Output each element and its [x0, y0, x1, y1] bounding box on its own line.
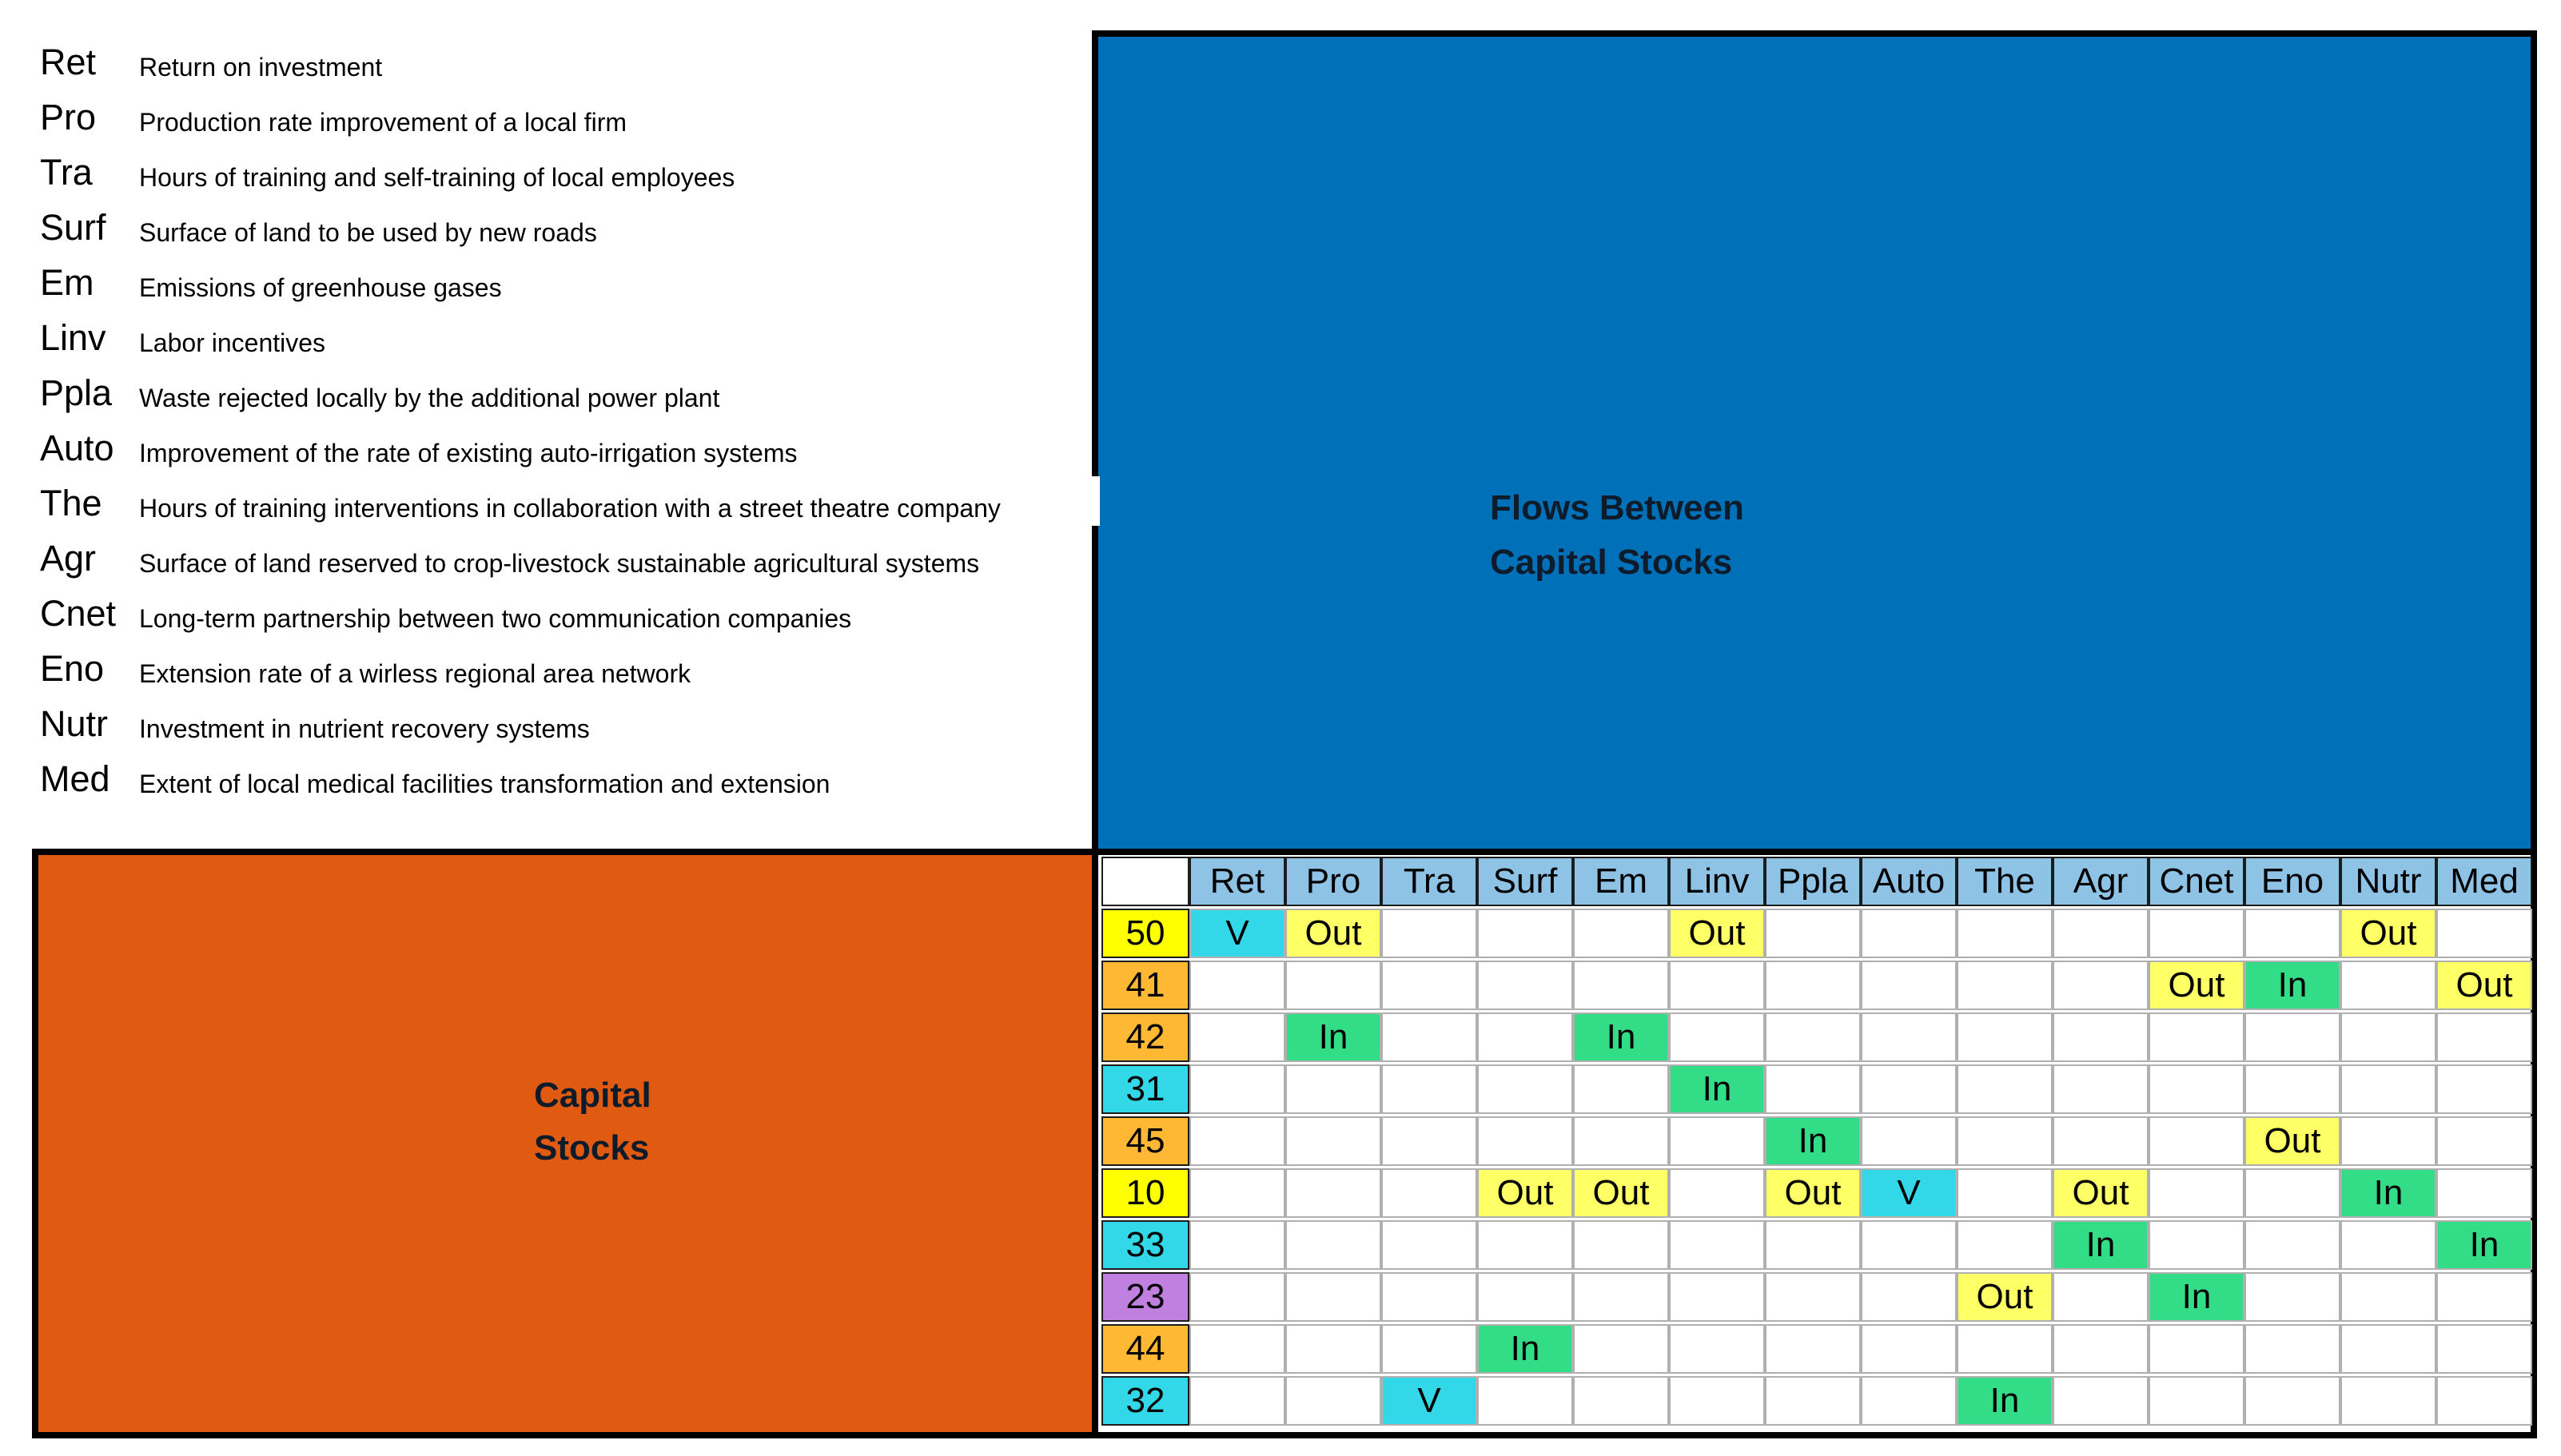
legend-desc: Return on investment	[139, 53, 383, 82]
legend-desc: Improvement of the rate of existing auto-irrigation systems	[139, 439, 798, 467]
matrix-cell	[1189, 1168, 1285, 1218]
matrix-cell	[2436, 1012, 2532, 1062]
legend-desc: Hours of training and self-training of local employees	[139, 163, 735, 192]
flows-between-capital-stocks-box	[1092, 30, 2537, 849]
matrix-cell	[1669, 961, 1765, 1010]
matrix-cell	[1573, 1064, 1669, 1114]
matrix-cell: In	[2340, 1168, 2436, 1218]
matrix-cell	[1381, 1064, 1477, 1114]
matrix-cell	[1765, 1272, 1861, 1322]
legend-row	[40, 202, 1079, 253]
matrix-corner-cell	[1101, 857, 1189, 906]
legend-abbr: Linv	[40, 317, 106, 358]
flows-label-line1: Flows Between	[1490, 488, 1744, 527]
matrix-cell	[1381, 1324, 1477, 1374]
matrix-cell	[2053, 1324, 2149, 1374]
legend-desc: Waste rejected locally by the additional power plant	[139, 384, 720, 412]
legend-abbr: Cnet	[40, 593, 117, 634]
matrix-cell	[2436, 1168, 2532, 1218]
matrix-row	[1101, 1324, 2532, 1375]
legend-abbr: Em	[40, 262, 94, 303]
matrix-cell	[1381, 1168, 1477, 1218]
matrix-cell	[2053, 1376, 2149, 1426]
matrix-cell: In	[1669, 1064, 1765, 1114]
matrix-cell	[1765, 1064, 1861, 1114]
matrix-cell	[2244, 1168, 2340, 1218]
matrix-cell	[1381, 1012, 1477, 1062]
matrix-cell	[2436, 1376, 2532, 1426]
matrix-cell	[2436, 1116, 2532, 1166]
stocks-label	[534, 1069, 651, 1175]
matrix-cell	[1765, 1376, 1861, 1426]
column-header: Eno	[2244, 857, 2340, 906]
matrix-cell	[2149, 1168, 2244, 1218]
matrix-row	[1101, 1116, 2532, 1168]
matrix-cell	[1189, 1116, 1285, 1166]
legend-abbr: Eno	[40, 648, 105, 689]
legend-abbr: Pro	[40, 97, 97, 137]
column-header: Ret	[1189, 857, 1285, 906]
legend-row	[40, 368, 1079, 419]
matrix-cell	[1381, 1220, 1477, 1270]
matrix-cell	[1189, 961, 1285, 1010]
row-header: 10	[1101, 1168, 1189, 1218]
matrix-cell	[1957, 909, 2053, 958]
legend-desc: Investment in nutrient recovery systems	[139, 714, 590, 743]
matrix-cell	[2053, 1064, 2149, 1114]
matrix-cell	[1189, 1012, 1285, 1062]
matrix-cell	[1669, 1220, 1765, 1270]
matrix-cell: In	[1765, 1116, 1861, 1166]
matrix-cell	[1477, 961, 1573, 1010]
column-header: The	[1957, 857, 2053, 906]
matrix-cell	[2340, 1376, 2436, 1426]
matrix-cell	[2053, 961, 2149, 1010]
matrix-cell	[1669, 1376, 1765, 1426]
matrix-row	[1101, 1220, 2532, 1271]
matrix-cell	[1957, 1012, 2053, 1062]
matrix-cell	[2340, 1272, 2436, 1322]
matrix-cell	[1477, 1376, 1573, 1426]
matrix-row	[1101, 1012, 2532, 1064]
column-header: Em	[1573, 857, 1669, 906]
matrix-cell	[1285, 1324, 1381, 1374]
matrix-cell	[1573, 1116, 1669, 1166]
legend-row	[40, 92, 1079, 143]
matrix-cell	[1477, 1064, 1573, 1114]
row-header: 45	[1101, 1116, 1189, 1166]
matrix-cell	[1285, 1220, 1381, 1270]
matrix-cell	[1861, 1376, 1957, 1426]
legend-abbr: Nutr	[40, 703, 109, 744]
matrix-cell	[1861, 1324, 1957, 1374]
matrix-cell	[1861, 909, 1957, 958]
matrix-cell	[1381, 961, 1477, 1010]
legend-desc: Hours of training interventions in collaboration with a street theatre company	[139, 494, 1001, 523]
matrix-cell	[1573, 961, 1669, 1010]
matrix-cell	[2053, 1116, 2149, 1166]
matrix-cell	[1861, 1064, 1957, 1114]
matrix-cell	[1957, 1064, 2053, 1114]
matrix-cell: In	[2149, 1272, 2244, 1322]
matrix-cell	[2244, 1012, 2340, 1062]
matrix-row	[1101, 1064, 2532, 1116]
column-header: Ppla	[1765, 857, 1861, 906]
legend-desc: Labor incentives	[139, 328, 326, 357]
matrix-cell	[2244, 1324, 2340, 1374]
row-header: 32	[1101, 1376, 1189, 1426]
matrix-cell	[1285, 1376, 1381, 1426]
matrix-cell: V	[1189, 909, 1285, 958]
matrix-cell: Out	[1669, 909, 1765, 958]
matrix-cell	[1765, 1220, 1861, 1270]
matrix-cell	[2436, 1324, 2532, 1374]
matrix-cell	[1861, 1272, 1957, 1322]
matrix-cell: Out	[1765, 1168, 1861, 1218]
column-header: Auto	[1861, 857, 1957, 906]
matrix-cell: Out	[2053, 1168, 2149, 1218]
matrix-header-row	[1101, 857, 2532, 908]
matrix-row	[1101, 909, 2532, 960]
matrix-cell	[2053, 1012, 2149, 1062]
matrix-cell: Out	[1285, 909, 1381, 958]
matrix-cell	[1669, 1116, 1765, 1166]
matrix-cell	[1285, 961, 1381, 1010]
matrix-cell: Out	[1573, 1168, 1669, 1218]
flows-label-line2: Capital Stocks	[1490, 543, 1733, 582]
matrix-cell	[1477, 1116, 1573, 1166]
matrix-cell	[1957, 1324, 2053, 1374]
legend-row	[40, 588, 1079, 639]
matrix-cell	[2053, 909, 2149, 958]
matrix-cell	[1189, 1324, 1285, 1374]
matrix-cell	[1669, 1324, 1765, 1374]
legend-desc: Surface of land to be used by new roads	[139, 218, 597, 247]
matrix-cell	[2149, 1012, 2244, 1062]
matrix-cell: In	[1573, 1012, 1669, 1062]
matrix-cell	[1477, 1012, 1573, 1062]
matrix-cell	[2436, 1064, 2532, 1114]
matrix-cell	[1189, 1064, 1285, 1114]
legend-abbr: Agr	[40, 538, 97, 579]
matrix-row	[1101, 1168, 2532, 1219]
matrix-cell	[1573, 1376, 1669, 1426]
column-header: Cnet	[2149, 857, 2244, 906]
capital-stocks-box	[32, 849, 1098, 1438]
legend-desc: Emissions of greenhouse gases	[139, 273, 502, 302]
matrix-cell	[1861, 961, 1957, 1010]
matrix-cell: In	[1957, 1376, 2053, 1426]
matrix-cell	[1765, 961, 1861, 1010]
legend-abbr: Med	[40, 758, 110, 799]
matrix-cell	[1669, 1168, 1765, 1218]
flows-label	[1490, 481, 1744, 590]
legend-abbr: Ret	[40, 42, 97, 82]
matrix-cell	[2244, 909, 2340, 958]
matrix-cell	[1285, 1064, 1381, 1114]
matrix-cell	[1957, 1220, 2053, 1270]
matrix-cell	[2436, 1272, 2532, 1322]
legend-row	[40, 698, 1079, 750]
legend-desc: Production rate improvement of a local firm	[139, 108, 627, 137]
matrix-cell	[1861, 1012, 1957, 1062]
row-header: 42	[1101, 1012, 1189, 1062]
column-header: Surf	[1477, 857, 1573, 906]
matrix-cell	[2053, 1272, 2149, 1322]
legend-row	[40, 643, 1079, 694]
matrix-cell	[2149, 1064, 2244, 1114]
column-header: Nutr	[2340, 857, 2436, 906]
matrix-cell	[1573, 1324, 1669, 1374]
legend-row	[40, 478, 1079, 529]
column-header: Tra	[1381, 857, 1477, 906]
matrix-cell	[1573, 1220, 1669, 1270]
matrix-cell	[1669, 1272, 1765, 1322]
matrix-cell	[1285, 1272, 1381, 1322]
matrix-cell	[2244, 1272, 2340, 1322]
matrix-cell	[2340, 1220, 2436, 1270]
row-header: 41	[1101, 961, 1189, 1010]
matrix-cell: In	[2244, 961, 2340, 1010]
matrix-cell	[2244, 1064, 2340, 1114]
matrix-cell	[1381, 1272, 1477, 1322]
legend-abbr: Auto	[40, 428, 114, 468]
matrix-cell	[2436, 909, 2532, 958]
column-header: Agr	[2053, 857, 2149, 906]
legend-row	[40, 37, 1079, 88]
legend-desc: Long-term partnership between two communication companies	[139, 604, 852, 633]
matrix-cell: V	[1861, 1168, 1957, 1218]
matrix-cell	[1285, 1116, 1381, 1166]
legend-row	[40, 533, 1079, 584]
matrix-cell	[1573, 909, 1669, 958]
stocks-label-line2: Stocks	[534, 1128, 650, 1168]
legend-row	[40, 312, 1079, 364]
legend-row	[40, 423, 1079, 474]
matrix-row	[1101, 1272, 2532, 1323]
matrix-cell: V	[1381, 1376, 1477, 1426]
matrix-cell	[2340, 1324, 2436, 1374]
legend-row	[40, 147, 1079, 198]
matrix-cell	[1957, 961, 2053, 1010]
matrix-cell: Out	[2149, 961, 2244, 1010]
matrix-cell	[1189, 1272, 1285, 1322]
matrix-cell	[1189, 1220, 1285, 1270]
matrix-cell	[1765, 1324, 1861, 1374]
matrix-cell	[1957, 1168, 2053, 1218]
row-header: 31	[1101, 1064, 1189, 1114]
matrix-cell	[1477, 1272, 1573, 1322]
matrix-cell	[1381, 909, 1477, 958]
row-header: 50	[1101, 909, 1189, 958]
column-header: Linv	[1669, 857, 1765, 906]
matrix-cell: Out	[2340, 909, 2436, 958]
matrix-cell	[2149, 909, 2244, 958]
row-header: 44	[1101, 1324, 1189, 1374]
matrix-cell	[1765, 909, 1861, 958]
matrix-cell	[2340, 1116, 2436, 1166]
matrix-cell	[1669, 1012, 1765, 1062]
legend-abbr: Ppla	[40, 372, 113, 413]
matrix-cell	[1957, 1116, 2053, 1166]
column-header: Pro	[1285, 857, 1381, 906]
matrix-cell: In	[2053, 1220, 2149, 1270]
matrix-cell	[1861, 1220, 1957, 1270]
legend-desc: Extension rate of a wirless regional area network	[139, 659, 691, 688]
matrix-row	[1101, 1376, 2532, 1427]
legend-abbr: The	[40, 483, 102, 523]
matrix-cell	[2244, 1376, 2340, 1426]
matrix-cell	[1765, 1012, 1861, 1062]
matrix-row	[1101, 961, 2532, 1012]
matrix-cell: In	[1477, 1324, 1573, 1374]
matrix-cell	[1477, 1220, 1573, 1270]
matrix-cell	[2149, 1220, 2244, 1270]
legend-row	[40, 257, 1079, 308]
legend-row	[40, 754, 1079, 805]
matrix-cell: In	[1285, 1012, 1381, 1062]
matrix-cell	[1285, 1168, 1381, 1218]
matrix-cell: Out	[1957, 1272, 2053, 1322]
matrix-cell	[2340, 961, 2436, 1010]
matrix-cell	[1189, 1376, 1285, 1426]
matrix-cell	[2149, 1376, 2244, 1426]
matrix-cell	[2149, 1324, 2244, 1374]
row-header: 33	[1101, 1220, 1189, 1270]
matrix-cell	[1861, 1116, 1957, 1166]
matrix-cell: Out	[2244, 1116, 2340, 1166]
matrix-cell	[2340, 1064, 2436, 1114]
stocks-label-line1: Capital	[534, 1076, 651, 1115]
legend-abbr: Surf	[40, 207, 106, 248]
matrix-cell: In	[2436, 1220, 2532, 1270]
matrix-cell: Out	[1477, 1168, 1573, 1218]
matrix-cell	[1381, 1116, 1477, 1166]
legend-abbr: Tra	[40, 152, 93, 193]
legend-desc: Extent of local medical facilities transformation and extension	[139, 770, 830, 798]
border-gap	[1092, 476, 1100, 526]
row-header: 23	[1101, 1272, 1189, 1322]
matrix-cell: Out	[2436, 961, 2532, 1010]
matrix-cell	[2149, 1116, 2244, 1166]
matrix-cell	[1477, 909, 1573, 958]
matrix-cell	[2244, 1220, 2340, 1270]
matrix-cell	[2340, 1012, 2436, 1062]
column-header: Med	[2436, 857, 2532, 906]
matrix-cell	[1573, 1272, 1669, 1322]
legend-desc: Surface of land reserved to crop-livestock sustainable agricultural systems	[139, 549, 980, 578]
